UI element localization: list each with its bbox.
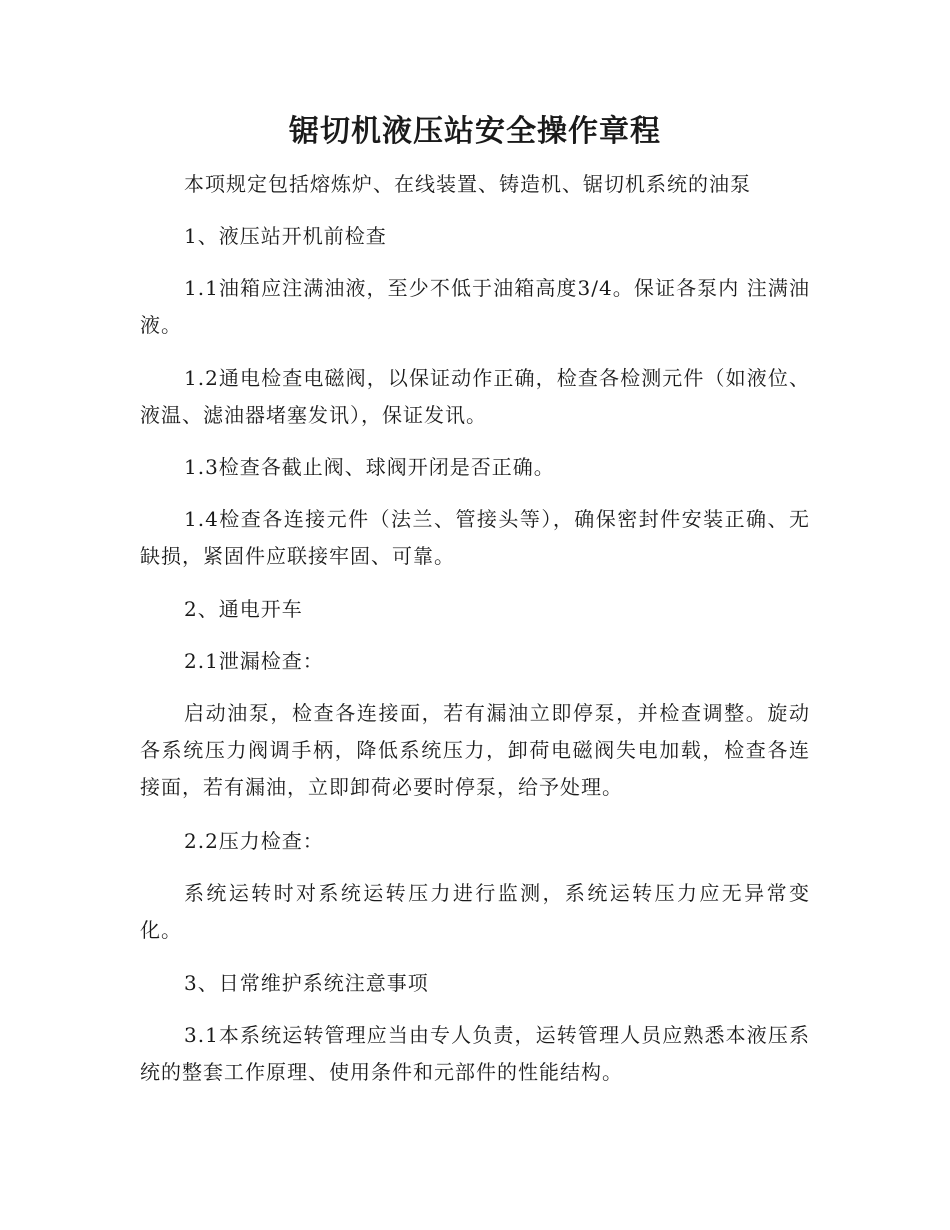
heading-section-2: 2、通电开车 [184,597,303,621]
heading-section-3: 3、日常维护系统注意事项 [184,971,429,995]
paragraph-1-4: 1.4检查各连接元件（法兰、管接头等），确保密封件安装正确、无缺损，紧固件应联接牢固、可靠。 [140,507,810,568]
paragraph-leak-check: 启动油泵，检查各连接面，若有漏油立即停泵，并检查调整。旋动各系统压力阀调手柄，降低系统压力，卸荷电磁阀失电加载，检查各连接面，若有漏油，立即卸荷必要时停泵，给予处理。 [140,701,810,799]
document-title: 锯切机液压站安全操作章程 [289,114,661,149]
paragraph-1-3: 1.3检查各截止阀、球阀开闭是否正确。 [184,455,555,479]
paragraph-1-2: 1.2通电检查电磁阀，以保证动作正确，检查各检测元件（如液位、液温、滤油器堵塞发讯），保证发讯。 [140,366,810,427]
paragraph-pressure-check: 系统运转时对系统运转压力进行监测，系统运转压力应无异常变化。 [140,881,810,942]
paragraph-scope: 本项规定包括熔炼炉、在线装置、铸造机、锯切机系统的油泵 [184,172,751,196]
heading-2-2: 2.2压力检查： [184,829,324,853]
paragraph-1-1: 1.1油箱应注满油液，至少不低于油箱高度3/4。保证各泵内 注满油液。 [140,276,810,337]
heading-2-1: 2.1泄漏检查： [184,649,324,673]
heading-section-1: 1、液压站开机前检查 [184,224,387,248]
paragraph-3-1: 3.1本系统运转管理应当由专人负责，运转管理人员应熟悉本液压系统的整套工作原理、使用条件和元部件的性能结构。 [140,1023,810,1084]
